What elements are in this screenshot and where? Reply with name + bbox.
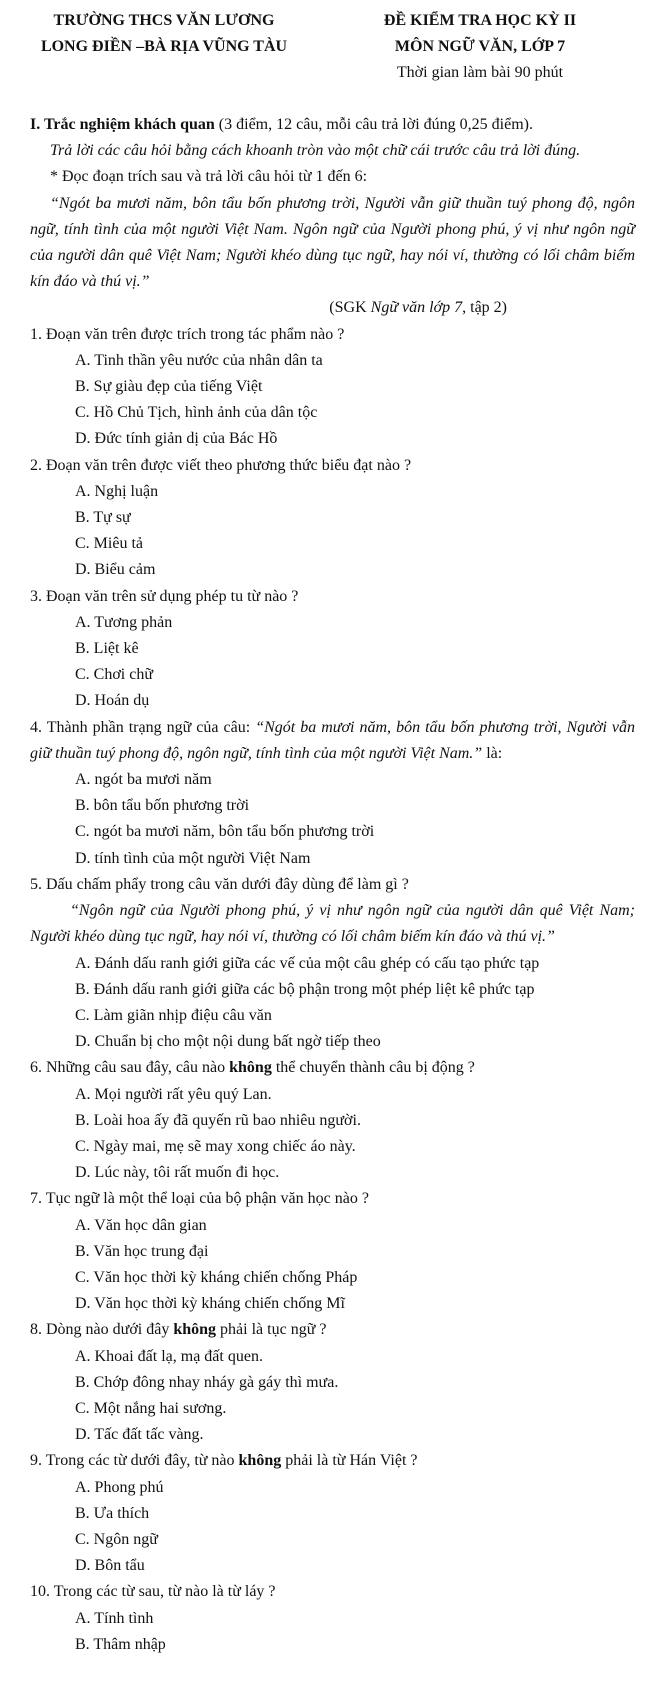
question-7: 7. Tục ngữ là một thể loại của bộ phận văn học nào ? bbox=[30, 1190, 369, 1208]
question-2: 2. Đoạn văn trên được viết theo phương thức biểu đạt nào ? bbox=[30, 456, 412, 474]
question-4-option-c[interactable]: C. ngót ba mươi năm, bôn tẩu bốn phương trời bbox=[75, 823, 375, 841]
question-9-suffix: phải là từ Hán Việt ? bbox=[281, 1452, 418, 1470]
school-header bbox=[14, 8, 314, 60]
source-book: Ngữ văn lớp 7 bbox=[370, 299, 463, 317]
question-7-option-a[interactable]: A. Văn học dân gian bbox=[75, 1216, 207, 1234]
question-2-option-c[interactable]: C. Miêu tả bbox=[75, 535, 143, 553]
question-3-option-b[interactable]: B. Liệt kê bbox=[75, 640, 139, 658]
question-2-option-d[interactable]: D. Biểu cảm bbox=[75, 561, 156, 579]
question-8-option-d[interactable]: D. Tấc đất tấc vàng. bbox=[75, 1426, 204, 1444]
question-4-quote: “Ngót ba mươi năm, bôn tẩu bốn phương trời, Người vẫn giữ thuần tuý phong độ, ngôn ngữ, tính tình của một người Việt Nam.” bbox=[30, 718, 636, 762]
question-8-prefix: 8. Dòng nào dưới đây bbox=[30, 1321, 174, 1339]
question-4-option-d[interactable]: D. tính tình của một người Việt Nam bbox=[75, 849, 311, 867]
question-8-emphasis: không bbox=[173, 1321, 217, 1339]
question-5-option-a[interactable]: A. Đánh dấu ranh giới giữa các vế của một câu ghép có cấu tạo phức tạp bbox=[75, 954, 540, 972]
question-7-option-c[interactable]: C. Văn học thời kỳ kháng chiến chống Pháp bbox=[75, 1268, 358, 1286]
question-6-option-d[interactable]: D. Lúc này, tôi rất muốn đi học. bbox=[75, 1164, 280, 1182]
question-9-option-b[interactable]: B. Ưa thích bbox=[75, 1504, 150, 1522]
question-4-option-b[interactable]: B. bôn tẩu bốn phương trời bbox=[75, 797, 250, 815]
question-8-option-c[interactable]: C. Một nắng hai sương. bbox=[75, 1399, 227, 1417]
question-9-option-d[interactable]: D. Bôn tẩu bbox=[75, 1557, 145, 1575]
question-4-suffix: là: bbox=[482, 744, 503, 762]
question-6-option-c[interactable]: C. Ngày mai, mẹ sẽ may xong chiếc áo này. bbox=[75, 1137, 356, 1155]
question-9-option-c[interactable]: C. Ngôn ngữ bbox=[75, 1530, 158, 1548]
question-1-option-d[interactable]: D. Đức tính giản dị của Bác Hồ bbox=[75, 430, 278, 448]
question-5: 5. Dấu chấm phẩy trong câu văn dưới đây dùng để làm gì ? bbox=[30, 875, 409, 893]
question-5-quote: “Ngôn ngữ của Người phong phú, ý vị như ngôn ngữ của người dân quê Việt Nam; Người khéo dùng tục ngữ, hay nói ví, thường có lối châm biếm kín đáo và thú vị.” bbox=[30, 902, 635, 946]
school-name: TRƯỜNG THCS VĂN LƯƠNG bbox=[53, 12, 275, 29]
question-5-option-d[interactable]: D. Chuẩn bị cho một nội dung bất ngờ tiếp theo bbox=[75, 1033, 381, 1051]
question-5-option-b[interactable]: B. Đánh dấu ranh giới giữa các bộ phận trong một phép liệt kê phức tạp bbox=[75, 980, 535, 998]
question-8 bbox=[30, 1317, 635, 1343]
question-1-option-c[interactable]: C. Hồ Chủ Tịch, hình ảnh của dân tộc bbox=[75, 404, 318, 422]
question-8-option-a[interactable]: A. Khoai đất lạ, mạ đất quen. bbox=[75, 1347, 263, 1365]
question-8-suffix: phải là tục ngữ ? bbox=[216, 1321, 327, 1339]
section-score-note: (3 điểm, 12 câu, mỗi câu trả lời đúng 0,25 điểm). bbox=[214, 116, 533, 133]
question-3-option-a[interactable]: A. Tương phản bbox=[75, 613, 173, 631]
question-6 bbox=[30, 1055, 635, 1081]
school-location: LONG ĐIỀN –BÀ RỊA VŨNG TÀU bbox=[40, 38, 288, 55]
question-10-option-b[interactable]: B. Thâm nhập bbox=[75, 1635, 166, 1653]
question-7-option-d[interactable]: D. Văn học thời kỳ kháng chiến chống Mĩ bbox=[75, 1295, 345, 1313]
question-5-option-c[interactable]: C. Làm giãn nhịp điệu câu văn bbox=[75, 1006, 272, 1024]
section-title: I. Trắc nghiệm khách quan bbox=[30, 116, 215, 133]
source-prefix: (SGK bbox=[329, 299, 371, 317]
question-1-option-b[interactable]: B. Sự giàu đẹp của tiếng Việt bbox=[75, 378, 263, 396]
exam-subject: MÔN NGỮ VĂN, LỚP 7 bbox=[394, 38, 566, 55]
question-10: 10. Trong các từ sau, từ nào là từ láy ? bbox=[30, 1583, 276, 1601]
passage-intro: * Đọc đoạn trích sau và trả lời câu hỏi từ 1 đến 6: bbox=[50, 168, 368, 186]
question-2-option-b[interactable]: B. Tự sự bbox=[75, 509, 131, 527]
question-3-option-d[interactable]: D. Hoán dụ bbox=[75, 692, 150, 710]
question-6-prefix: 6. Những câu sau đây, câu nào bbox=[30, 1059, 230, 1077]
question-3: 3. Đoạn văn trên sử dụng phép tu từ nào ? bbox=[30, 587, 299, 605]
question-1-option-a[interactable]: A. Tinh thần yêu nước của nhân dân ta bbox=[75, 351, 323, 369]
question-7-option-b[interactable]: B. Văn học trung đại bbox=[75, 1242, 209, 1260]
exam-title: ĐỀ KIỂM TRA HỌC KỲ II bbox=[383, 12, 577, 29]
question-3-option-c[interactable]: C. Chơi chữ bbox=[75, 666, 154, 684]
exam-duration: Thời gian làm bài 90 phút bbox=[396, 64, 564, 81]
passage-text: “Ngót ba mươi năm, bôn tẩu bốn phương trời, Người vẫn giữ thuần tuý phong độ, ngôn ngữ, tính tình của một người Việt Nam. Ngôn ngữ của Người phong phú, ý vị như ngôn ngữ của người dân quê Việt Nam; Người khéo dùng tục ngữ, hay nói ví, thường có lối châm biếm kín đáo và thú vị.” bbox=[30, 194, 635, 291]
exam-content bbox=[30, 112, 635, 1658]
question-6-option-a[interactable]: A. Mọi người rất yêu quý Lan. bbox=[75, 1085, 272, 1103]
question-1: 1. Đoạn văn trên được trích trong tác phẩm nào ? bbox=[30, 325, 345, 343]
passage-source bbox=[30, 295, 635, 321]
question-6-emphasis: không bbox=[229, 1059, 272, 1077]
question-9-emphasis: không bbox=[238, 1452, 282, 1470]
section-heading bbox=[30, 112, 635, 138]
question-2-option-a[interactable]: A. Nghị luận bbox=[75, 482, 159, 500]
section-instruction: Trả lời các câu hỏi bằng cách khoanh tròn vào một chữ cái trước câu trả lời đúng. bbox=[50, 142, 581, 160]
question-10-option-a[interactable]: A. Tính tình bbox=[75, 1609, 154, 1627]
question-4-prefix: 4. Thành phần trạng ngữ của câu: bbox=[30, 718, 256, 736]
source-suffix: , tập 2) bbox=[462, 299, 507, 317]
question-4-option-a[interactable]: A. ngót ba mươi năm bbox=[75, 771, 212, 789]
question-9-option-a[interactable]: A. Phong phú bbox=[75, 1478, 164, 1496]
question-9-prefix: 9. Trong các từ dưới đây, từ nào bbox=[30, 1452, 239, 1470]
question-4 bbox=[30, 715, 635, 767]
question-6-option-b[interactable]: B. Loài hoa ấy đã quyến rũ bao nhiêu người. bbox=[75, 1111, 361, 1129]
exam-header bbox=[360, 8, 600, 86]
question-6-suffix: thể chuyển thành câu bị động ? bbox=[271, 1059, 475, 1077]
question-9 bbox=[30, 1448, 635, 1474]
question-8-option-b[interactable]: B. Chớp đông nhay nháy gà gáy thì mưa. bbox=[75, 1373, 339, 1391]
